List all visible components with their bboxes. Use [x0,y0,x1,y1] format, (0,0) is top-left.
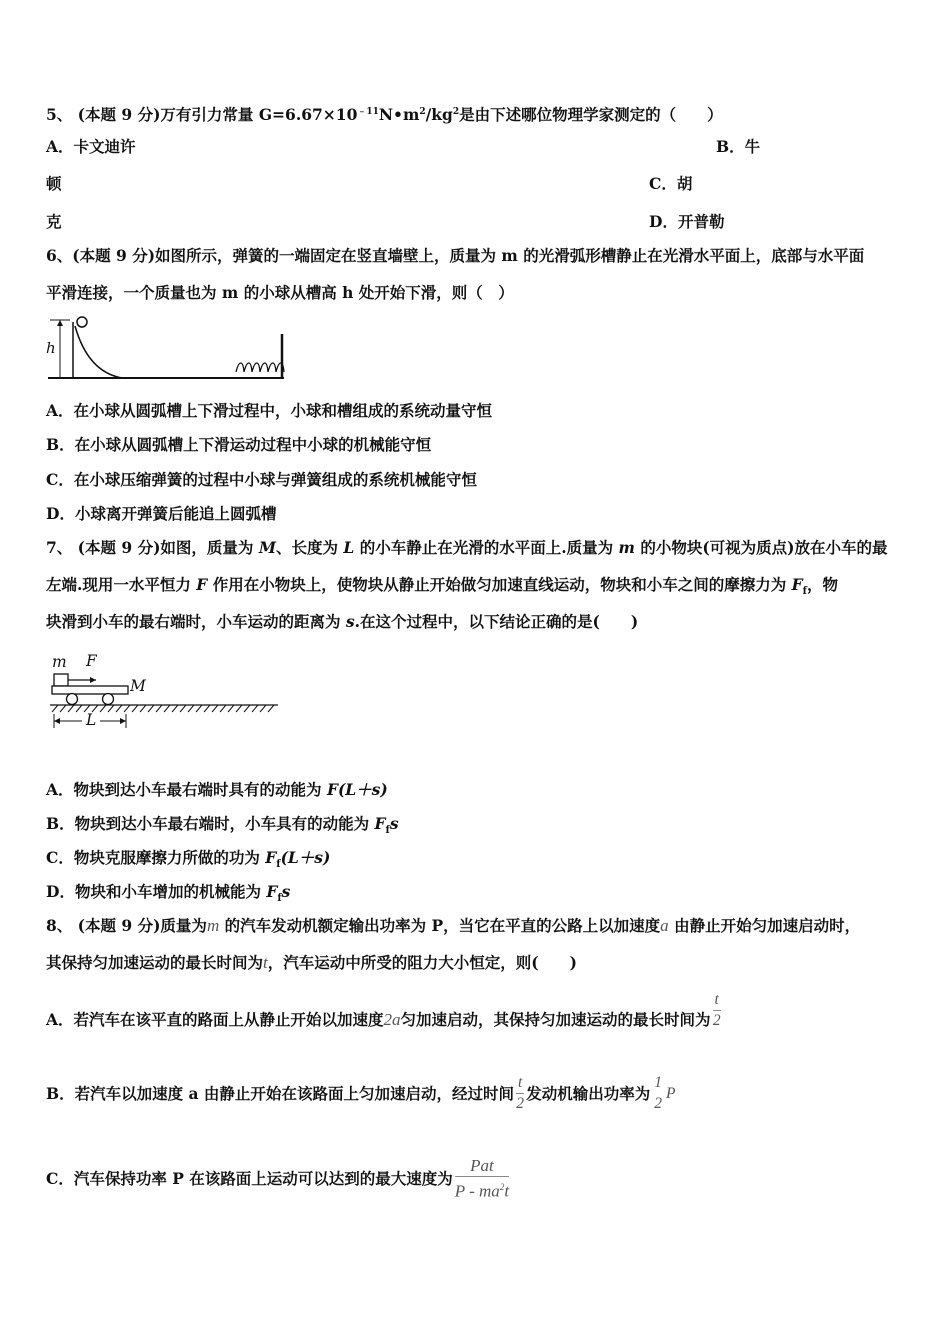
q8-stem-line1 [46,916,860,936]
q6-option-a: A．在小球从圆弧槽上下滑过程中，小球和槽组成的系统动量守恒 [46,401,493,420]
q7-subscript: f [277,893,282,905]
q5-stem [46,102,723,125]
q8-symbol: m [206,916,220,935]
q8-symbol: t [263,953,268,972]
q8-symbol: 2a [383,1010,401,1029]
fraction-t-over-2 [713,990,721,1031]
q5-exponent: 2 [452,107,460,117]
q5-option-a: A．卡文迪许 [46,137,136,156]
block-m [54,674,68,686]
q6-option-b: B．在小球从圆弧槽上下滑运动过程中小球的机械能守恒 [46,435,432,454]
q6-stem-line2: 平滑连接，一个质量也为 m 的小球从槽高 h 处开始下滑，则（ ） [46,283,514,302]
q7-option-text: A．物块到达小车最右端时具有的动能为 [46,780,327,799]
q5-option-c: C．胡 [649,174,693,193]
fraction-numerator: t [713,990,721,1011]
fraction-numerator: 1 [652,1073,664,1094]
fraction-denominator: P - ma [454,1181,500,1201]
q5-stem-part: /kg [425,105,453,125]
q7-text: 块滑到小车的最右端时，小车运动的距离为 [46,612,346,631]
q7-symbol: F [265,848,277,867]
q8-text: 由静止开始匀加速启动时， [668,916,861,935]
q8-option-b [46,1073,676,1114]
q8-option-a [46,988,723,1032]
q7-symbol: s [345,612,355,631]
q7-option-text: B．物块到达小车最右端时，小车具有的动能为 [46,814,375,833]
q5-stem-part: N•m [378,105,420,125]
q7-figure-label-F: F [86,652,97,670]
q5-exponent: 2 [419,107,426,117]
q7-symbol: s [281,882,291,901]
fraction-exponent: 2 [499,1182,505,1192]
q8-text: 8、 (本题 9 分)质量为 [46,916,207,935]
q6-figure-slope-spring [42,312,292,384]
q7-symbol: M [258,538,276,557]
q8-stem-line2 [46,953,577,973]
q8-text: 的汽车发动机额定输出功率为 P，当它在平直的公路上以加速度 [219,916,661,935]
q8-option-text: 发动机输出功率为 [526,1083,651,1103]
q7-symbol: m [618,538,635,557]
fraction-denominator: t [504,1181,510,1201]
q7-option-d [46,882,290,909]
q7-text: .在这个过程中，以下结论正确的是( ) [354,612,639,631]
q5-option-c-cont: 克 [46,212,62,231]
q7-subscript: f [276,859,281,871]
q7-symbol: s [389,814,399,833]
q7-symbol: L [343,538,355,557]
q7-symbol: F [374,814,386,833]
cart-body [52,686,128,694]
q7-symbol: (L＋s) [280,848,331,867]
q6-stem-line1: 6、(本题 9 分)如图所示，弹簧的一端固定在竖直墙壁上，质量为 m 的光滑弧形槽静止在光滑水平面上，底部与水平面 [46,246,865,265]
q5-stem-part: 是由下述哪位物理学家测定的（ ） [459,105,723,125]
q7-symbol: F [326,780,338,799]
q5-option-b-cont: 顿 [46,174,62,193]
fraction-1-over-2 [652,1073,664,1114]
q6-option-d: D．小球离开弹簧后能追上圆弧槽 [46,504,277,523]
q5-stem-part: 5、 (本题 9 分)万有引力常量 G=6.67×10 [46,105,358,125]
q8-option-text: C．汽车保持功率 P 在该路面上运动可以达到的最大速度为 [46,1168,453,1188]
fraction-numerator: Pat [455,1156,509,1177]
fraction-max-speed [455,1156,509,1202]
q7-subscript: f [385,825,390,837]
q7-option-a [46,780,388,800]
curved-slope [75,326,122,378]
q7-text: 7、 (本题 9 分)如图，质量为 [46,538,259,557]
q7-figure-label-M: M [130,677,146,695]
ball [77,317,87,327]
length-arrow-head [54,718,60,724]
fraction-denominator: 2 [712,1011,721,1029]
q7-option-c [46,848,330,875]
q5-option-d: D．开普勒 [649,212,725,231]
q8-text: ，汽车运动中所受的阻力大小恒定，则( ) [267,953,577,972]
q7-stem-line2 [46,575,838,602]
q7-symbol: (L＋s) [337,780,388,799]
cart-wheel [67,694,78,705]
q7-option-text: C．物块克服摩擦力所做的功为 [46,848,266,867]
q7-text: 、长度为 [276,538,344,557]
q7-figure-cart-block [46,650,286,735]
q8-option-text: B．若汽车以加速度 a 由静止开始在该路面上匀加速启动，经过时间 [46,1083,514,1103]
q8-text: 其保持匀加速运动的最长时间为 [46,953,264,972]
q7-stem-line1 [46,538,888,558]
fraction-numerator: t [516,1073,524,1094]
q7-symbol: F [791,575,803,594]
q7-figure-label-m: m [52,653,67,671]
spring [236,363,284,372]
q7-stem-line3 [46,612,638,632]
q8-symbol: P [666,1084,676,1102]
fraction-denominator: 2 [516,1095,524,1112]
q8-symbol: a [660,916,669,935]
q7-figure-label-L: L [86,711,97,729]
q7-symbol: F [266,882,278,901]
length-arrow-head [120,718,126,724]
q7-text: 的小物块(可视为质点)放在小车的最 [634,538,888,557]
fraction-t-over-2 [516,1073,524,1114]
q6-option-c: C．在小球压缩弹簧的过程中小球与弹簧组成的系统机械能守恒 [46,470,477,489]
fraction-denominator: 2 [654,1095,663,1112]
q7-text: 左端.现用一水平恒力 [46,575,197,594]
q7-option-text: D．物块和小车增加的机械能为 [46,882,267,901]
q8-option-text: A．若汽车在该平直的路面上从静止开始以加速度 [46,1010,384,1029]
q8-option-c [46,1156,511,1202]
q5-exponent: ﹣11 [357,107,379,117]
height-arrow-head [57,320,63,326]
q7-text: ，物 [806,575,838,594]
q7-subscript: f [802,586,807,598]
q8-option-text: 匀加速启动，其保持匀加速运动的最长时间为 [400,1010,711,1029]
q5-option-b: B．牛 [716,137,761,156]
q7-option-b [46,814,399,841]
cart-wheel [103,694,114,705]
q7-text: 的小车静止在光滑的水平面上.质量为 [354,538,619,557]
q7-symbol: F [196,575,208,594]
q6-figure-label-h: h [46,339,56,357]
q7-text: 作用在小物块上，使物块从静止开始做匀加速直线运动，物块和小车之间的摩擦力为 [207,575,792,594]
force-arrow-head [90,677,96,683]
